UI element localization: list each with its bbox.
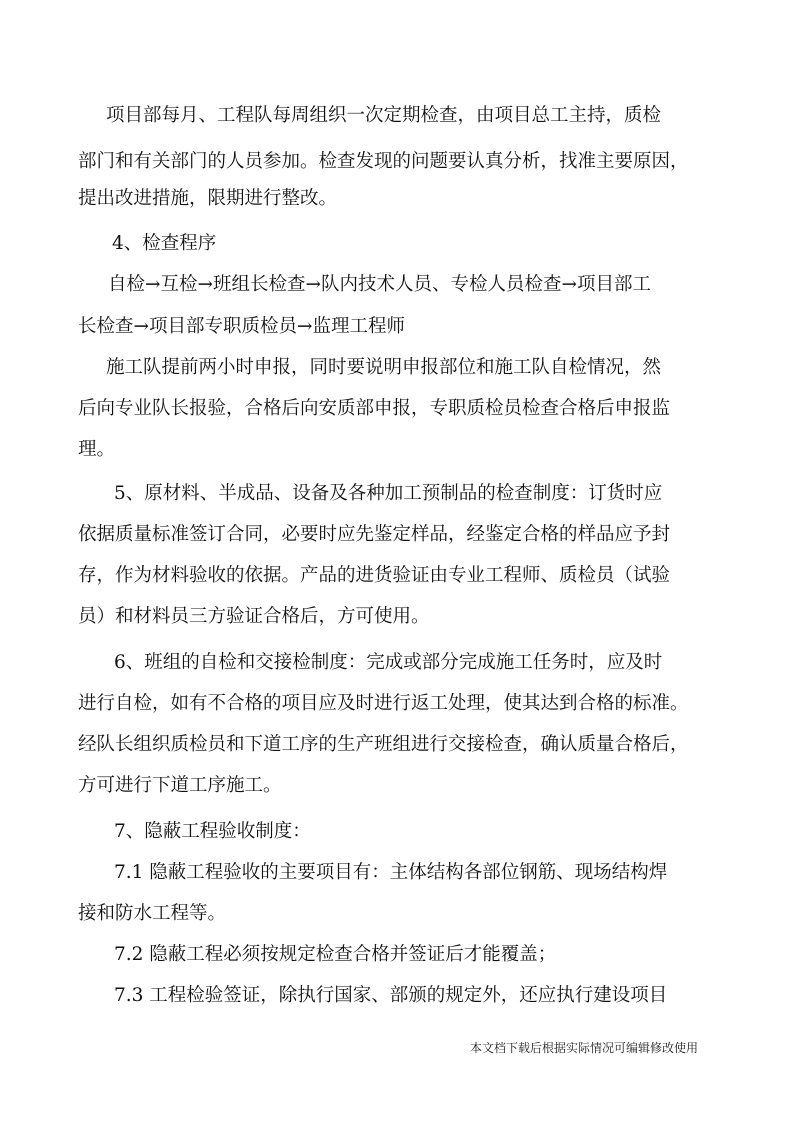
paragraph-line: 长检查→项目部专职质检员→监理工程师 — [78, 316, 406, 337]
paragraph-line: 7.3 工程检验签证，除执行国家、部颁的规定外，还应执行建设项目 — [114, 985, 668, 1006]
section-heading: 4、检查程序 — [112, 233, 217, 254]
paragraph-line: 后向专业队长报验，合格后向安质部申报，专职质检员检查合格后申报监 — [78, 398, 671, 419]
paragraph-line: 理。 — [78, 439, 116, 460]
paragraph-line: 提出改进措施，限期进行整改。 — [78, 188, 338, 209]
paragraph-line: 施工队提前两小时申报，同时要说明申报部位和施工队自检情况，然 — [106, 357, 662, 378]
paragraph-line: 接和防水工程等。 — [78, 903, 227, 924]
paragraph-line: 5、原材料、半成品、设备及各种加工预制品的检查制度：订货时应 — [114, 483, 663, 504]
paragraph-line: 经队长组织质检员和下道工序的生产班组进行交接检查，确认质量合格后， — [78, 734, 689, 755]
paragraph-line: 部门和有关部门的人员参加。检查发现的问题要认真分析，找准主要原因， — [78, 151, 689, 172]
paragraph-line: 7.1 隐蔽工程验收的主要项目有：主体结构各部位钢筋、现场结构焊 — [114, 862, 668, 883]
paragraph-line: 依据质量标准签订合同，必要时应先鉴定样品，经鉴定合格的样品应予封 — [78, 524, 671, 545]
paragraph-line: 存，作为材料验收的依据。产品的进货验证由专业工程师、质检员（试验 — [78, 565, 671, 586]
section-heading: 7、隐蔽工程验收制度： — [114, 821, 311, 842]
paragraph-line: 员）和材料员三方验证合格后，方可使用。 — [78, 606, 430, 627]
paragraph-line: 7.2 隐蔽工程必须按规定检查合格并签证后才能覆盖； — [114, 944, 557, 965]
paragraph-line: 进行自检，如有不合格的项目应及时进行返工处理，使其达到合格的标准。 — [78, 693, 689, 714]
footer-note: 本文档下载后根据实际情况可编辑修改使用 — [470, 1041, 699, 1055]
paragraph-line: 项目部每月、工程队每周组织一次定期检查，由项目总工主持，质检 — [106, 105, 662, 126]
paragraph-line: 6、班组的自检和交接检制度：完成或部分完成施工任务时，应及时 — [114, 652, 663, 673]
paragraph-line: 自检→互检→班组长检查→队内技术人员、专检人员检查→项目部工 — [108, 274, 652, 295]
paragraph-line: 方可进行下道工序施工。 — [78, 775, 282, 796]
